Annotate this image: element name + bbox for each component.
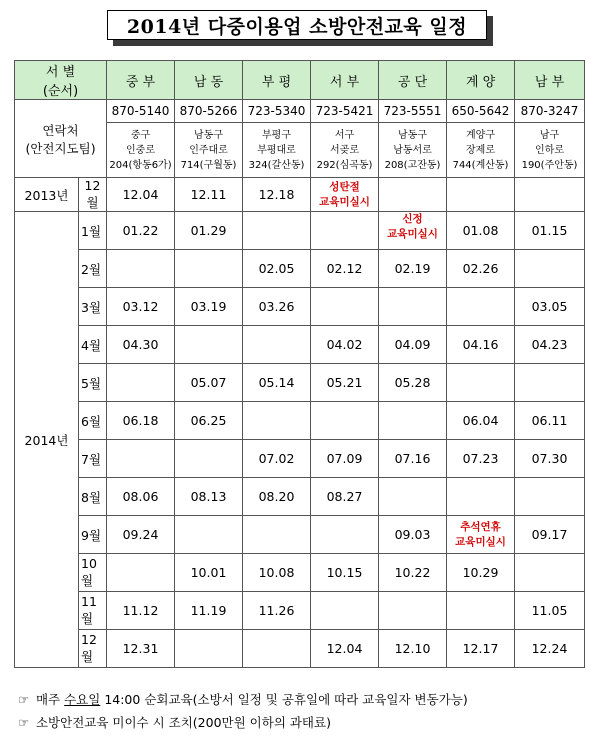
month-label: 6월 — [79, 402, 107, 440]
phone-cell: 723-5340 — [243, 100, 311, 123]
date-cell: 03.19 — [175, 288, 243, 326]
year-2013-row — [15, 178, 585, 212]
phone-cell: 650-5642 — [447, 100, 515, 123]
month-label: 8월 — [79, 478, 107, 516]
phone-cell: 723-5421 — [311, 100, 379, 123]
month-label: 12월 — [79, 178, 107, 212]
cell-line: 324(갈산동) — [248, 159, 305, 171]
date-cell — [447, 478, 515, 516]
date-cell: 12.17 — [447, 630, 515, 668]
pointing-hand-icon: ☞ — [18, 715, 30, 730]
address-cell — [311, 123, 379, 178]
year-2014-label: 2014년 — [15, 212, 79, 668]
cell-line: 서 별 — [45, 65, 76, 80]
date-cell — [175, 440, 243, 478]
cell-line: 인하로 — [535, 144, 564, 156]
cell-line: 744(계산동) — [452, 159, 509, 171]
date-cell: 04.30 — [107, 326, 175, 364]
date-cell — [243, 630, 311, 668]
month-row — [15, 592, 585, 630]
date-cell — [107, 440, 175, 478]
month-row — [15, 402, 585, 440]
date-cell — [243, 402, 311, 440]
date-cell: 07.30 — [515, 440, 585, 478]
cell-line: 남동구 — [398, 129, 427, 141]
cell-line: 인중로 — [126, 144, 155, 156]
date-cell: 09.24 — [107, 516, 175, 554]
date-cell — [311, 178, 379, 212]
date-cell: 04.02 — [311, 326, 379, 364]
date-cell: 10.29 — [447, 554, 515, 592]
date-cell: 07.02 — [243, 440, 311, 478]
cell-line: 신정 — [402, 213, 423, 225]
month-row — [15, 630, 585, 668]
date-cell — [379, 178, 447, 212]
date-cell — [107, 364, 175, 402]
date-cell: 02.05 — [243, 250, 311, 288]
footer-note-2: ☞ 소방안전교육 미이수 시 조치(200만원 이하의 과태료) — [18, 715, 331, 730]
cell-line: (안전지도팀) — [25, 140, 96, 156]
cell-line: 남동서로 — [393, 144, 432, 156]
address-cell — [175, 123, 243, 178]
month-row — [15, 516, 585, 554]
phone-cell: 870-5140 — [107, 100, 175, 123]
address-cell — [107, 123, 175, 178]
date-cell: 10.22 — [379, 554, 447, 592]
cell-line: 부평구 — [262, 129, 291, 141]
date-cell — [243, 326, 311, 364]
date-cell — [311, 288, 379, 326]
date-cell: 12.04 — [311, 630, 379, 668]
cell-line: 교육미실시 — [455, 535, 506, 548]
date-cell: 03.26 — [243, 288, 311, 326]
month-row — [15, 326, 585, 364]
station-header: 부 평 — [243, 61, 311, 100]
month-row — [15, 250, 585, 288]
month-row — [15, 364, 585, 402]
cell-line: 추석연휴 — [460, 520, 501, 533]
contact-label — [15, 100, 107, 178]
date-cell: 11.12 — [107, 592, 175, 630]
date-cell — [515, 364, 585, 402]
date-cell — [515, 554, 585, 592]
date-cell — [107, 554, 175, 592]
date-cell: 09.17 — [515, 516, 585, 554]
date-cell: 02.26 — [447, 250, 515, 288]
date-cell: 04.23 — [515, 326, 585, 364]
date-cell: 08.27 — [311, 478, 379, 516]
date-cell: 09.03 — [379, 516, 447, 554]
schedule-table — [14, 60, 585, 668]
cell-line: 남구 — [539, 129, 560, 141]
cell-line: 서구 — [334, 129, 355, 141]
date-cell: 07.23 — [447, 440, 515, 478]
date-cell — [311, 212, 379, 250]
month-label: 3월 — [79, 288, 107, 326]
cell-line: 계양구 — [466, 129, 495, 141]
cell-line: 208(고잔동) — [384, 159, 441, 171]
date-cell: 04.16 — [447, 326, 515, 364]
date-cell: 11.05 — [515, 592, 585, 630]
phone-cell: 723-5551 — [379, 100, 447, 123]
date-cell — [447, 516, 515, 554]
date-cell — [447, 288, 515, 326]
date-cell: 05.28 — [379, 364, 447, 402]
month-label: 10월 — [79, 554, 107, 592]
date-cell — [311, 516, 379, 554]
date-cell — [515, 178, 585, 212]
date-cell: 02.19 — [379, 250, 447, 288]
month-row — [15, 478, 585, 516]
cell-line: 714(구월동) — [180, 159, 237, 171]
date-cell — [379, 478, 447, 516]
date-cell: 01.15 — [515, 212, 585, 250]
station-header: 서 부 — [311, 61, 379, 100]
corner-header — [15, 61, 107, 100]
date-cell: 10.01 — [175, 554, 243, 592]
cell-line: 중구 — [130, 129, 151, 141]
month-label: 1월 — [79, 212, 107, 250]
date-cell: 05.14 — [243, 364, 311, 402]
cell-line: 190(주안동) — [521, 159, 578, 171]
date-cell — [515, 478, 585, 516]
date-cell — [175, 630, 243, 668]
date-cell — [311, 402, 379, 440]
date-cell — [311, 592, 379, 630]
month-row — [15, 440, 585, 478]
cell-line: 교육미실시 — [319, 195, 370, 208]
date-cell — [243, 212, 311, 250]
month-row — [15, 212, 585, 250]
date-cell: 06.04 — [447, 402, 515, 440]
station-header: 공 단 — [379, 61, 447, 100]
address-cell — [515, 123, 585, 178]
cell-line: 교육미실시 — [387, 228, 438, 240]
month-row — [15, 288, 585, 326]
cell-line: 인주대로 — [189, 144, 228, 156]
date-cell: 05.21 — [311, 364, 379, 402]
header-row — [15, 61, 585, 100]
month-row — [15, 554, 585, 592]
cell-line: 292(심곡동) — [316, 159, 373, 171]
date-cell: 03.12 — [107, 288, 175, 326]
date-cell: 12.31 — [107, 630, 175, 668]
footer-note-1: ☞ 매주 수요일 14:00 순회교육(소방서 일정 및 공휴일에 따라 교육일자 변동가능) — [18, 692, 468, 707]
date-cell: 12.11 — [175, 178, 243, 212]
month-label: 12월 — [79, 630, 107, 668]
date-cell — [515, 250, 585, 288]
date-cell: 02.12 — [311, 250, 379, 288]
month-label: 2월 — [79, 250, 107, 288]
address-cell — [379, 123, 447, 178]
date-cell: 12.24 — [515, 630, 585, 668]
page-title: 2014년 다중이용업 소방안전교육 일정 — [107, 10, 487, 40]
cell-line: 성탄절 — [329, 180, 360, 193]
date-cell — [379, 212, 447, 250]
cell-line: 부평대로 — [257, 144, 296, 156]
date-cell — [175, 250, 243, 288]
phone-cell: 870-3247 — [515, 100, 585, 123]
date-cell — [447, 592, 515, 630]
phone-cell: 870-5266 — [175, 100, 243, 123]
date-cell — [379, 592, 447, 630]
date-cell: 04.09 — [379, 326, 447, 364]
address-cell — [447, 123, 515, 178]
date-cell: 12.18 — [243, 178, 311, 212]
date-cell: 03.05 — [515, 288, 585, 326]
year-2013-label: 2013년 — [15, 178, 79, 212]
pointing-hand-icon: ☞ — [18, 692, 30, 707]
date-cell: 06.25 — [175, 402, 243, 440]
month-label: 7월 — [79, 440, 107, 478]
station-header: 중 부 — [107, 61, 175, 100]
date-cell: 01.22 — [107, 212, 175, 250]
date-cell: 06.18 — [107, 402, 175, 440]
date-cell: 06.11 — [515, 402, 585, 440]
date-cell — [107, 250, 175, 288]
date-cell: 01.29 — [175, 212, 243, 250]
contact-phone-row — [15, 100, 585, 123]
date-cell — [379, 288, 447, 326]
date-cell: 12.10 — [379, 630, 447, 668]
date-cell: 10.08 — [243, 554, 311, 592]
date-cell — [175, 326, 243, 364]
cell-line: (순서) — [42, 84, 79, 99]
month-label: 5월 — [79, 364, 107, 402]
month-label: 4월 — [79, 326, 107, 364]
date-cell: 07.16 — [379, 440, 447, 478]
date-cell: 08.20 — [243, 478, 311, 516]
date-cell: 12.04 — [107, 178, 175, 212]
month-label: 9월 — [79, 516, 107, 554]
date-cell — [175, 516, 243, 554]
date-cell: 08.06 — [107, 478, 175, 516]
date-cell: 11.26 — [243, 592, 311, 630]
station-header: 계 양 — [447, 61, 515, 100]
date-cell — [379, 402, 447, 440]
address-cell — [243, 123, 311, 178]
station-header: 남 동 — [175, 61, 243, 100]
date-cell — [447, 178, 515, 212]
cell-line: 연락처 — [42, 122, 79, 138]
date-cell: 07.09 — [311, 440, 379, 478]
cell-line: 204(항동6가) — [109, 159, 172, 171]
date-cell: 10.15 — [311, 554, 379, 592]
date-cell: 01.08 — [447, 212, 515, 250]
cell-line: 장제로 — [466, 144, 495, 156]
station-header: 남 부 — [515, 61, 585, 100]
date-cell — [243, 516, 311, 554]
date-cell: 05.07 — [175, 364, 243, 402]
date-cell: 08.13 — [175, 478, 243, 516]
date-cell — [447, 364, 515, 402]
date-cell: 11.19 — [175, 592, 243, 630]
title-banner — [107, 10, 493, 46]
cell-line: 남동구 — [194, 129, 223, 141]
cell-line: 서곶로 — [330, 144, 359, 156]
month-label: 11월 — [79, 592, 107, 630]
